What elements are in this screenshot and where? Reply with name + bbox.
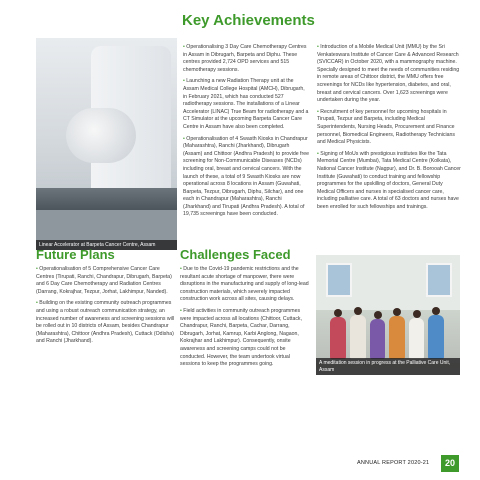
future-plans-list: [36, 266, 176, 350]
list-item: • Due to the Covid-19 pandemic restrictions and the resultant acute shortage of manpower, there were disruptions in the manufacturing and supply of long-lead construction materials, which severely impacted construction work across all sites, causing delays.: [180, 266, 309, 303]
page-number: 20: [441, 455, 459, 472]
challenges-list: [180, 266, 310, 373]
challenges-heading: Challenges Faced: [180, 247, 291, 262]
future-plans-heading: Future Plans: [36, 247, 115, 262]
list-item: • Operationalising 3 Day Care Chemotherapy Centres in Assam in Dibrugarh, Barpeta and Diphu. These centres provided 2,724 OPD services and 515 chemotherapy sessions.: [183, 44, 307, 73]
achievements-column-1: [183, 44, 310, 223]
list-item: • Signing of MoUs with prestigious institutes like the Tata Memorial Centre (Mumbai), Tata Medical Centre (Kolkata), National Cancer Institute (Nagpur), and Dr. B. Borooah Cancer Institute (Guwahati) to conduct training and fellowship programmes for the upskilling of doctors, General Duty Medical Officers and nurses in specialised cancer care, including palliative care. A total of 63 doctors and nurses have been enrolled for such fellowships and trainings.: [317, 150, 461, 210]
report-footer: ANNUAL REPORT 2020-21: [357, 460, 430, 466]
list-item: • Building on the existing community outreach programmes and using a robust outreach communication strategy, an increased number of awareness and screening sessions will be rolled out in 10 districts of Assam, besides Chandrapur (Maharashtra), Chittoor (Andhra Pradesh), Cuttack (Odisha) and Ranchi (Jharkhand).: [36, 300, 175, 345]
list-item: • Launching a new Radiation Therapy unit at the Assam Medical College Hospital (AMCH), Dibrugarh, in February 2021, which has conducted 527 radiotherapy sessions. The installations of a Linear Accelerator (LINAC) True Beam for radiotherapy and a CT Simulator at the upcoming Barpeta Cancer Care Centre in Assam have also been completed.: [183, 78, 309, 130]
list-item: • Operationalisation of 5 Comprehensive Cancer Care Centres (Tirupati, Ranchi, Chandrapur, Dibrugarh, Barpeta) and 6 Day Care Chemotherapy and Radiation Centres (Darrang, Kokrajhar, Tezpur, Jorhat, Lakhimpur, Nanded).: [36, 266, 172, 295]
list-item: • Recruitment of key personnel for upcoming hospitals in Tirupati, Tezpur and Barpeta, including Medical Superintendents, Nursing Heads, Procurement and Finance personnel, Biomedical Engineers, Radiotherapy Technicians and Medical Physicists.: [317, 108, 456, 146]
list-item: • Introduction of a Mobile Medical Unit (MMU) by the Sri Venkateswara Institute of Cancer Care & Advanced Research (SVICCAR) in October 2020, with a mammography machine. Specially designed to meet the needs of communities residing in remote areas of Chittoor district, the MMU offers free screenings for NCDs like hypertension, diabetes, and oral, breast and cervical cancers. Over 1,623 screenings were undertaken during the year.: [317, 44, 460, 104]
meditation-session-photo: [316, 255, 460, 375]
page-title: Key Achievements: [182, 12, 315, 29]
photo-caption: A meditation session in progress at the Palliative Care Unit, Assam: [316, 358, 460, 375]
achievements-column-2: [317, 44, 462, 215]
linear-accelerator-photo: [36, 38, 177, 250]
photo-caption: Linear Accelerator at Barpeta Cancer Centre, Assam: [36, 240, 177, 251]
list-item: • Operationalisation of 4 Swasth Kiosks in Chandrapur (Maharashtra), Ranchi (Jharkhand), Dibrugarh (Assam) and Chittoor (Andhra Pradesh) to provide free screening for Non-Communicable Diseases (NCDs) including oral, breast and cervical cancers. With the launch of these, a total of 9 Swasth Kiosks are now operational across 8 locations in Assam (Guwahati, Barpeta, Tezpur, Dibrugarh, Diphu, Silchar), and one each in Chandrapur (Maharashtra), Ranchi (Jharkhand) and Tirupati (Andhra Pradesh). A total of 19,735 screenings have been conducted.: [183, 135, 309, 218]
list-item: • Field activities in community outreach programmes were impacted across all locations (Chittoor, Cuttack, Chandrapur, Ranchi, Barpeta, Cachar, Darrang, Dibrugarh, Jorhat, Kamrup, Karbi Anglong, Nagaon, Kokrajhar and Lakhimpur). Consequently, onsite awareness and screening camps could not be conducted. However, the team undertook virtual sessions to keep the programmes going.: [180, 307, 302, 368]
